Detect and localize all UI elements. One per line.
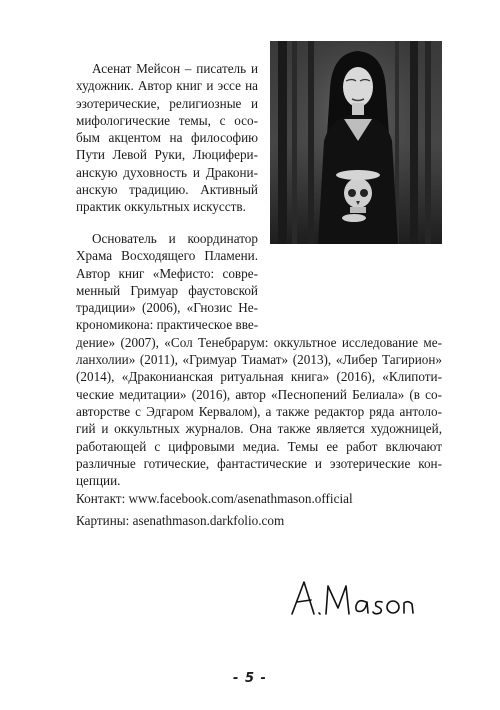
bio-line: (2014), «Драконианская ритуальная книга» (2016), «Клипоти- (76, 369, 442, 385)
bio-line: традиции» (2006), «Гнозис Не- (76, 300, 258, 316)
bio-line: и художник. Автор книг и эссе (76, 61, 258, 94)
author-photo-image (270, 41, 442, 244)
author-signature (288, 576, 416, 618)
bio-line: на эзотерические, религиозные (76, 78, 259, 111)
bio-line: Пути Левой Руки, Люцифери- (76, 147, 258, 163)
bio-paragraph-2 (76, 230, 442, 489)
bio-line: различные готические, фантастические и эзотерические кон- (76, 455, 442, 471)
bio-line: Асенат Мейсон – писатель (92, 61, 247, 76)
author-photo (270, 41, 442, 244)
bio-line: практик оккультных искусств. (76, 199, 246, 215)
bio-line: гий и оккультных журналов. Она также является художницей, (76, 421, 442, 437)
signature-image (288, 576, 416, 618)
contact-artworks[interactable]: Картины: asenathmason.darkfolio.com (76, 513, 285, 528)
contact-facebook[interactable]: Контакт: www.facebook.com/asenathmason.official (76, 491, 353, 506)
bio-paragraph-1-text (76, 60, 258, 216)
bio-line: Основатель и координатор (92, 231, 258, 246)
bio-line: бым акцентом на философию (76, 130, 258, 146)
page-number: - 5 - (233, 671, 267, 686)
bio-line: менный Гримуар фаустовской (76, 282, 258, 298)
bio-line: Храма Восходящего Пламени. (76, 248, 258, 264)
bio-line: Автор книг «Мефисто: совре- (76, 265, 258, 281)
bio-line: цепции. (76, 473, 121, 489)
bio-line: работающей с цифровыми медиа. Темы ее работ включают (76, 438, 442, 454)
bio-line: и мифологические темы, с осо- (76, 95, 259, 128)
bio-paragraph-1 (76, 60, 258, 216)
contacts-block (76, 488, 442, 532)
bio-line: авторстве с Эдгаром Кервалом), а также редактор ряда антоло- (76, 403, 442, 419)
bio-line: анскую духовность и Дракони- (76, 164, 258, 180)
bio-line: крономикона: практическое вве- (76, 317, 259, 333)
bio-line: дение» (2007), «Сол Тенебрарум: оккультное исследование ме- (76, 334, 442, 350)
bio-line: анскую традицию. Активный (76, 182, 258, 198)
bio-line: ланхолии» (2011), «Гримуар Тиамат» (2013), «Либер Тагирион» (76, 352, 442, 368)
bio-line: ческие медитации» (2016), автор «Песнопений Белиала» (в со- (76, 386, 442, 402)
